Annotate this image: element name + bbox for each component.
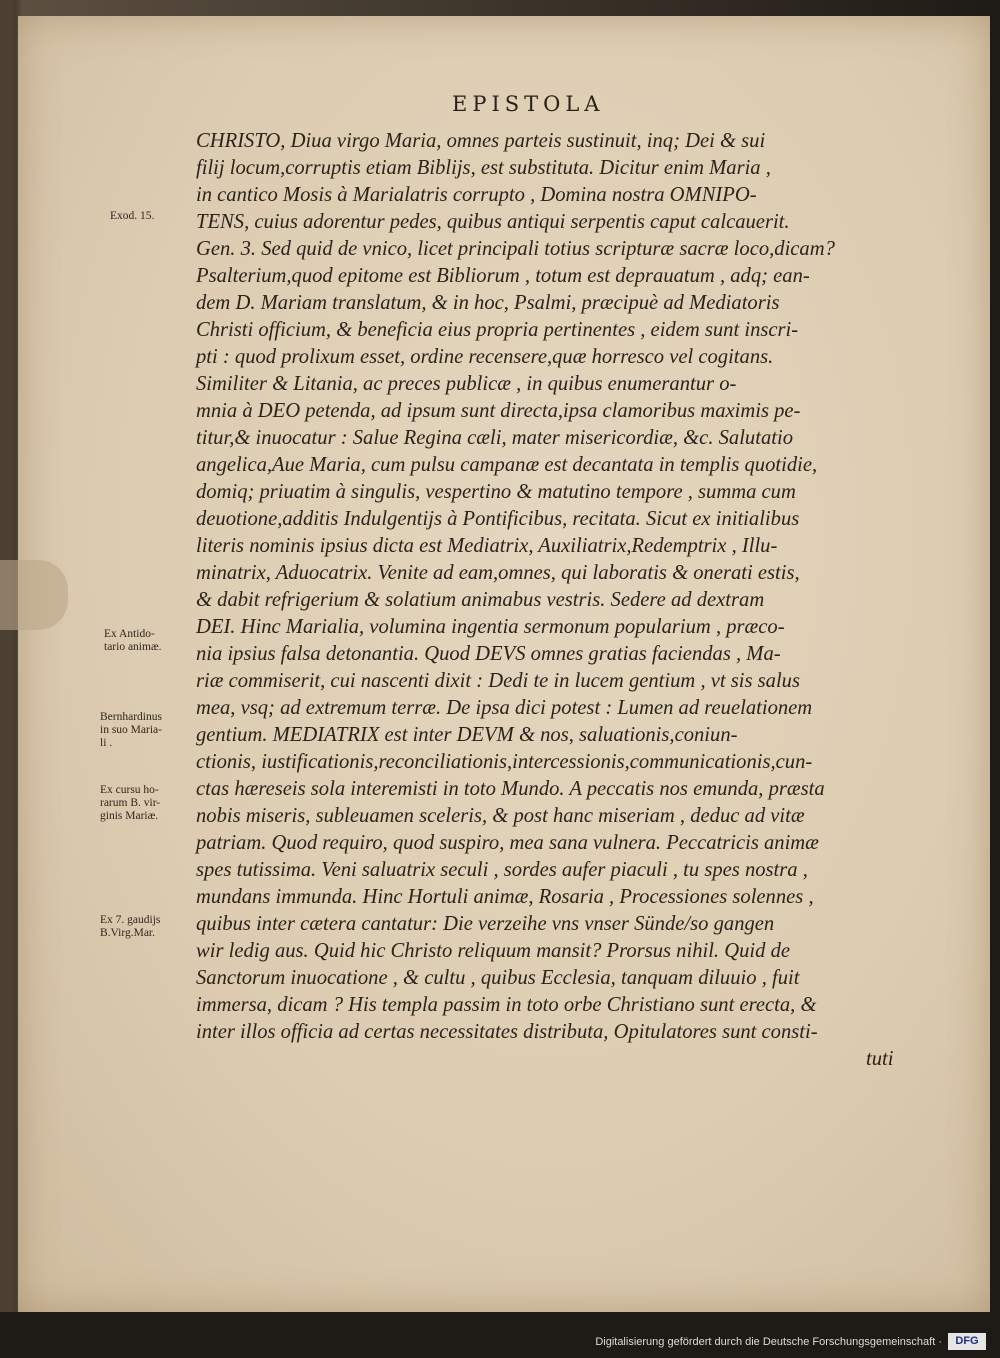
footer-bar <box>0 1312 1000 1358</box>
text-line: Similiter & Litania, ac preces publicæ , in quibus enumerantur o- <box>196 373 737 395</box>
text-line: pti : quod prolixum esset, ordine recensere,quæ horresco vel cogitans. <box>196 346 774 368</box>
text-line: immersa, dicam ? His templa passim in toto orbe Christiano sunt erecta, & <box>196 994 817 1016</box>
text-line: quibus inter cætera cantatur: Die verzeihe vns vnser Sünde/so gangen <box>196 913 775 935</box>
text-line: literis nominis ipsius dicta est Mediatrix, Auxiliatrix,Redemptrix , Illu- <box>196 535 778 557</box>
margin-note: Ex 7. gaudijs B.Virg.Mar. <box>100 914 161 939</box>
margin-note: Ex cursu ho- rarum B. vir- ginis Mariæ. <box>100 784 161 822</box>
footer-credit: Digitalisierung gefördert durch die Deutsche Forschungsgemeinschaft · <box>595 1336 942 1348</box>
text-line: ctas hæreseis sola interemisti in toto Mundo. A peccatis nos emunda, præsta <box>196 778 825 800</box>
text-line: ctionis, iustificationis,reconciliationis,intercessionis,communicationis,cun- <box>196 751 813 773</box>
page-fold <box>0 560 68 630</box>
book-spine-edge <box>0 0 14 1358</box>
text-line: domiq; priuatim à singulis, vespertino & matutino tempore , summa cum <box>196 481 796 503</box>
text-line: nobis miseris, subleuamen sceleris, & post hanc miseriam , deduc ad vitæ <box>196 805 805 827</box>
text-line: inter illos officia ad certas necessitates distributa, Opitulatores sunt consti- <box>196 1021 818 1043</box>
text-line: mea, vsq; ad extremum terræ. De ipsa dici potest : Lumen ad reuelationem <box>196 697 813 719</box>
text-line: in cantico Mosis à Marialatris corrupto , Domina nostra OMNIPO- <box>196 184 757 206</box>
text-line: dem D. Mariam translatum, & in hoc, Psalmi, præcipuè ad Mediatoris <box>196 292 780 314</box>
margin-note: Exod. 15. <box>110 210 155 222</box>
text-line: spes tutissima. Veni saluatrix seculi , sordes aufer piaculi , tu spes nostra , <box>196 859 808 881</box>
text-line: angelica,Aue Maria, cum pulsu campanæ est decantata in templis quotidie, <box>196 454 818 476</box>
text-line: titur,& inuocatur : Salue Regina cæli, mater misericordiæ, &c. Salutatio <box>196 427 793 449</box>
text-line: riæ commiserit, cui nascenti dixit : Dedi te in lucem gentium , vt sis salus <box>196 670 800 692</box>
text-line: TENS, cuius adorentur pedes, quibus antiqui serpentis caput calcauerit. <box>196 211 790 233</box>
margin-note: Bernhardinus in suo Maria- li . <box>100 711 162 749</box>
text-line: & dabit refrigerium & solatium animabus vestris. Sedere ad dextram <box>196 589 765 611</box>
text-line: deuotione,additis Indulgentijs à Pontificibus, recitata. Sicut ex initialibus <box>196 508 800 530</box>
text-line: Christi officium, & beneficia eius propria pertinentes , eidem sunt inscri- <box>196 319 799 341</box>
text-line: mnia à DEO petenda, ad ipsum sunt directa,ipsa clamoribus maximis pe- <box>196 400 801 422</box>
dfg-logo: DFG <box>948 1333 986 1350</box>
text-line: CHRISTO, Diua virgo Maria, omnes parteis sustinuit, inq; Dei & sui <box>196 130 766 152</box>
text-line: DEI. Hinc Marialia, volumina ingentia sermonum popularium , præco- <box>196 616 785 638</box>
text-line: Gen. 3. Sed quid de vnico, licet principali totius scripturæ sacræ loco,dicam? <box>196 238 835 260</box>
catchword: tuti <box>866 1048 894 1070</box>
text-line: wir ledig aus. Quid hic Christo reliquum mansit? Prorsus nihil. Quid de <box>196 940 791 962</box>
page-header: EPISTOLA <box>452 92 605 116</box>
margin-note: Ex Antido- tario animæ. <box>104 628 162 653</box>
text-line: Psalterium,quod epitome est Bibliorum , totum est deprauatum , adq; ean- <box>196 265 810 287</box>
text-line: gentium. MEDIATRIX est inter DEVM & nos, saluationis,coniun- <box>196 724 738 746</box>
text-line: filij locum,corruptis etiam Biblijs, est substituta. Dicitur enim Maria , <box>196 157 771 179</box>
text-line: mundans immunda. Hinc Hortuli animæ, Rosaria , Processiones solennes , <box>196 886 814 908</box>
text-line: nia ipsius falsa detonantia. Quod DEVS omnes gratias faciendas , Ma- <box>196 643 781 665</box>
text-line: patriam. Quod requiro, quod suspiro, mea sana vulnera. Peccatricis animæ <box>196 832 819 854</box>
text-line: minatrix, Aduocatrix. Venite ad eam,omnes, qui laboratis & onerati estis, <box>196 562 800 584</box>
text-line: Sanctorum inuocatione , & cultu , quibus Ecclesia, tanquam diluuio , fuit <box>196 967 800 989</box>
